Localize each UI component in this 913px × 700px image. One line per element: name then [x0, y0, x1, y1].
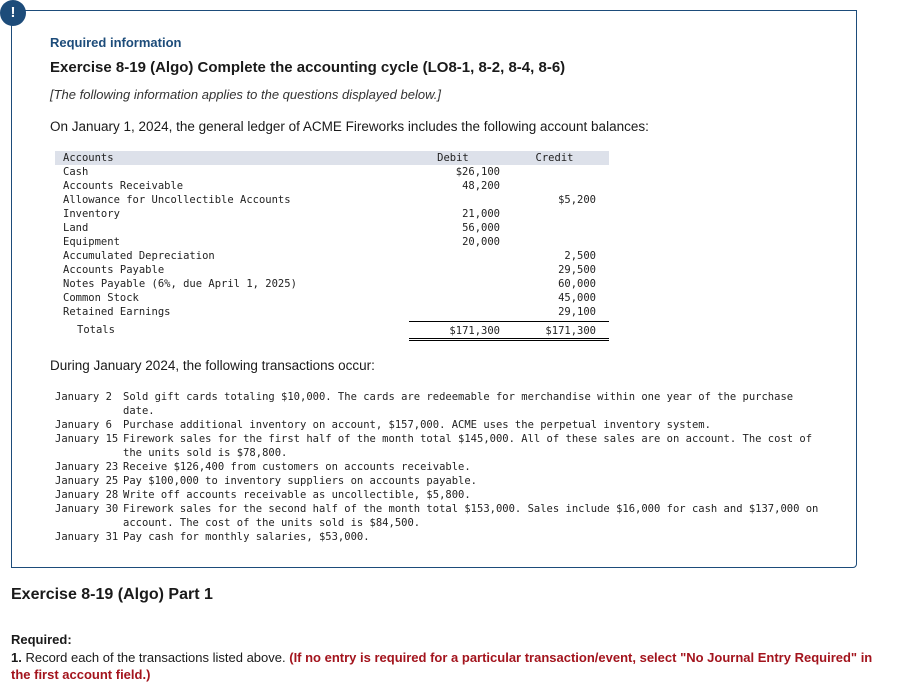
total-debit: $171,300 — [409, 321, 509, 341]
credit-value — [509, 221, 609, 235]
table-row — [55, 291, 609, 305]
account-name: Accumulated Depreciation — [63, 250, 215, 262]
transaction-description: Pay cash for monthly salaries, $53,000. — [123, 531, 370, 543]
transaction-date: January 2 — [55, 391, 112, 403]
transaction-item — [55, 460, 825, 474]
transaction-item — [55, 390, 825, 418]
transactions-list — [55, 390, 825, 544]
transaction-description: Purchase additional inventory on account, $157,000. ACME uses the perpetual inventory system. — [123, 419, 711, 431]
table-row — [55, 207, 609, 221]
debit-value — [409, 193, 509, 207]
transaction-item — [55, 502, 825, 530]
table-row — [55, 221, 609, 235]
account-name: Equipment — [63, 236, 120, 248]
header-credit: Credit — [535, 152, 574, 164]
transactions-intro: During January 2024, the following transactions occur: — [50, 358, 375, 373]
debit-value — [409, 277, 509, 291]
credit-value — [509, 179, 609, 193]
account-name: Notes Payable (6%, due April 1, 2025) — [63, 278, 297, 290]
totals-row — [55, 321, 609, 341]
account-name: Cash — [63, 166, 89, 178]
header-accounts: Accounts — [63, 152, 114, 164]
transaction-date: January 23 — [55, 461, 119, 473]
transaction-item — [55, 418, 825, 432]
table-row — [55, 305, 609, 319]
table-row — [55, 249, 609, 263]
transaction-description: Firework sales for the first half of the month total $145,000. All of these sales are on account. The cost of the units sold is $78,800. — [123, 433, 813, 459]
account-name: Accounts Payable — [63, 264, 165, 276]
debit-value — [409, 263, 509, 277]
account-name: Accounts Receivable — [63, 180, 184, 192]
transaction-description: Sold gift cards totaling $10,000. The cards are redeemable for merchandise within one year of the purchase date. — [123, 391, 794, 417]
transaction-date: January 6 — [55, 419, 112, 431]
debit-value: $26,100 — [455, 166, 500, 178]
account-name: Allowance for Uncollectible Accounts — [63, 194, 291, 206]
debit-value — [409, 305, 509, 319]
account-name: Inventory — [63, 208, 120, 220]
part-title: Exercise 8-19 (Algo) Part 1 — [11, 586, 213, 603]
totals-label: Totals — [77, 324, 115, 336]
transaction-description: Firework sales for the second half of the month total $153,000. Sales include $16,000 for cash and $137,000 on account. The cost of the units sold is $84,500. — [123, 503, 819, 529]
account-name: Common Stock — [63, 292, 139, 304]
debit-value: 21,000 — [462, 208, 500, 220]
table-row — [55, 263, 609, 277]
transaction-date: January 28 — [55, 489, 119, 501]
account-name: Retained Earnings — [63, 306, 171, 318]
credit-value: 29,500 — [558, 264, 596, 276]
account-balances-table — [55, 151, 609, 341]
credit-value: 29,100 — [558, 306, 596, 318]
credit-value: 2,500 — [564, 250, 596, 262]
debit-value: 48,200 — [462, 180, 500, 192]
account-name: Land — [63, 222, 89, 234]
transaction-description: Receive $126,400 from customers on accounts receivable. — [123, 461, 471, 473]
debit-value: 20,000 — [462, 236, 500, 248]
credit-value — [509, 235, 609, 249]
credit-value — [509, 207, 609, 221]
table-row — [55, 165, 609, 179]
transaction-item — [55, 432, 825, 460]
debit-value: 56,000 — [462, 222, 500, 234]
transaction-item — [55, 474, 825, 488]
required-instruction — [11, 649, 891, 683]
instruction-number: 1. — [11, 650, 22, 665]
header-debit: Debit — [437, 152, 469, 164]
table-row — [55, 235, 609, 249]
table-row — [55, 179, 609, 193]
transaction-item — [55, 530, 825, 544]
credit-value: 60,000 — [558, 278, 596, 290]
debit-value — [409, 291, 509, 305]
table-row — [55, 277, 609, 291]
instruction-text: Record each of the transactions listed above. — [21, 650, 290, 665]
transaction-description: Write off accounts receivable as uncollectible, $5,800. — [123, 489, 471, 501]
transaction-date: January 15 — [55, 433, 119, 445]
transaction-date: January 31 — [55, 531, 119, 543]
credit-value: $5,200 — [558, 194, 596, 206]
intro-text: On January 1, 2024, the general ledger of ACME Fireworks includes the following account balances: — [50, 119, 649, 134]
debit-value — [409, 249, 509, 263]
transaction-item — [55, 488, 825, 502]
exercise-title: Exercise 8-19 (Algo) Complete the accounting cycle (LO8-1, 8-2, 8-4, 8-6) — [50, 59, 566, 76]
credit-value — [509, 165, 609, 179]
required-label: Required: — [11, 632, 72, 647]
instruction-note: (If no entry is required for a particular transaction/event, select "No Journal Entry Required" in the first account field.) — [11, 650, 873, 682]
required-information-label: Required information — [50, 35, 182, 50]
transaction-description: Pay $100,000 to inventory suppliers on accounts payable. — [123, 475, 478, 487]
table-row — [55, 193, 609, 207]
total-credit: $171,300 — [509, 321, 609, 341]
applies-note: [The following information applies to the questions displayed below.] — [50, 87, 441, 102]
table-header-row — [55, 151, 609, 165]
transaction-date: January 30 — [55, 503, 119, 515]
credit-value: 45,000 — [558, 292, 596, 304]
transaction-date: January 25 — [55, 475, 119, 487]
alert-icon: ! — [0, 0, 26, 26]
